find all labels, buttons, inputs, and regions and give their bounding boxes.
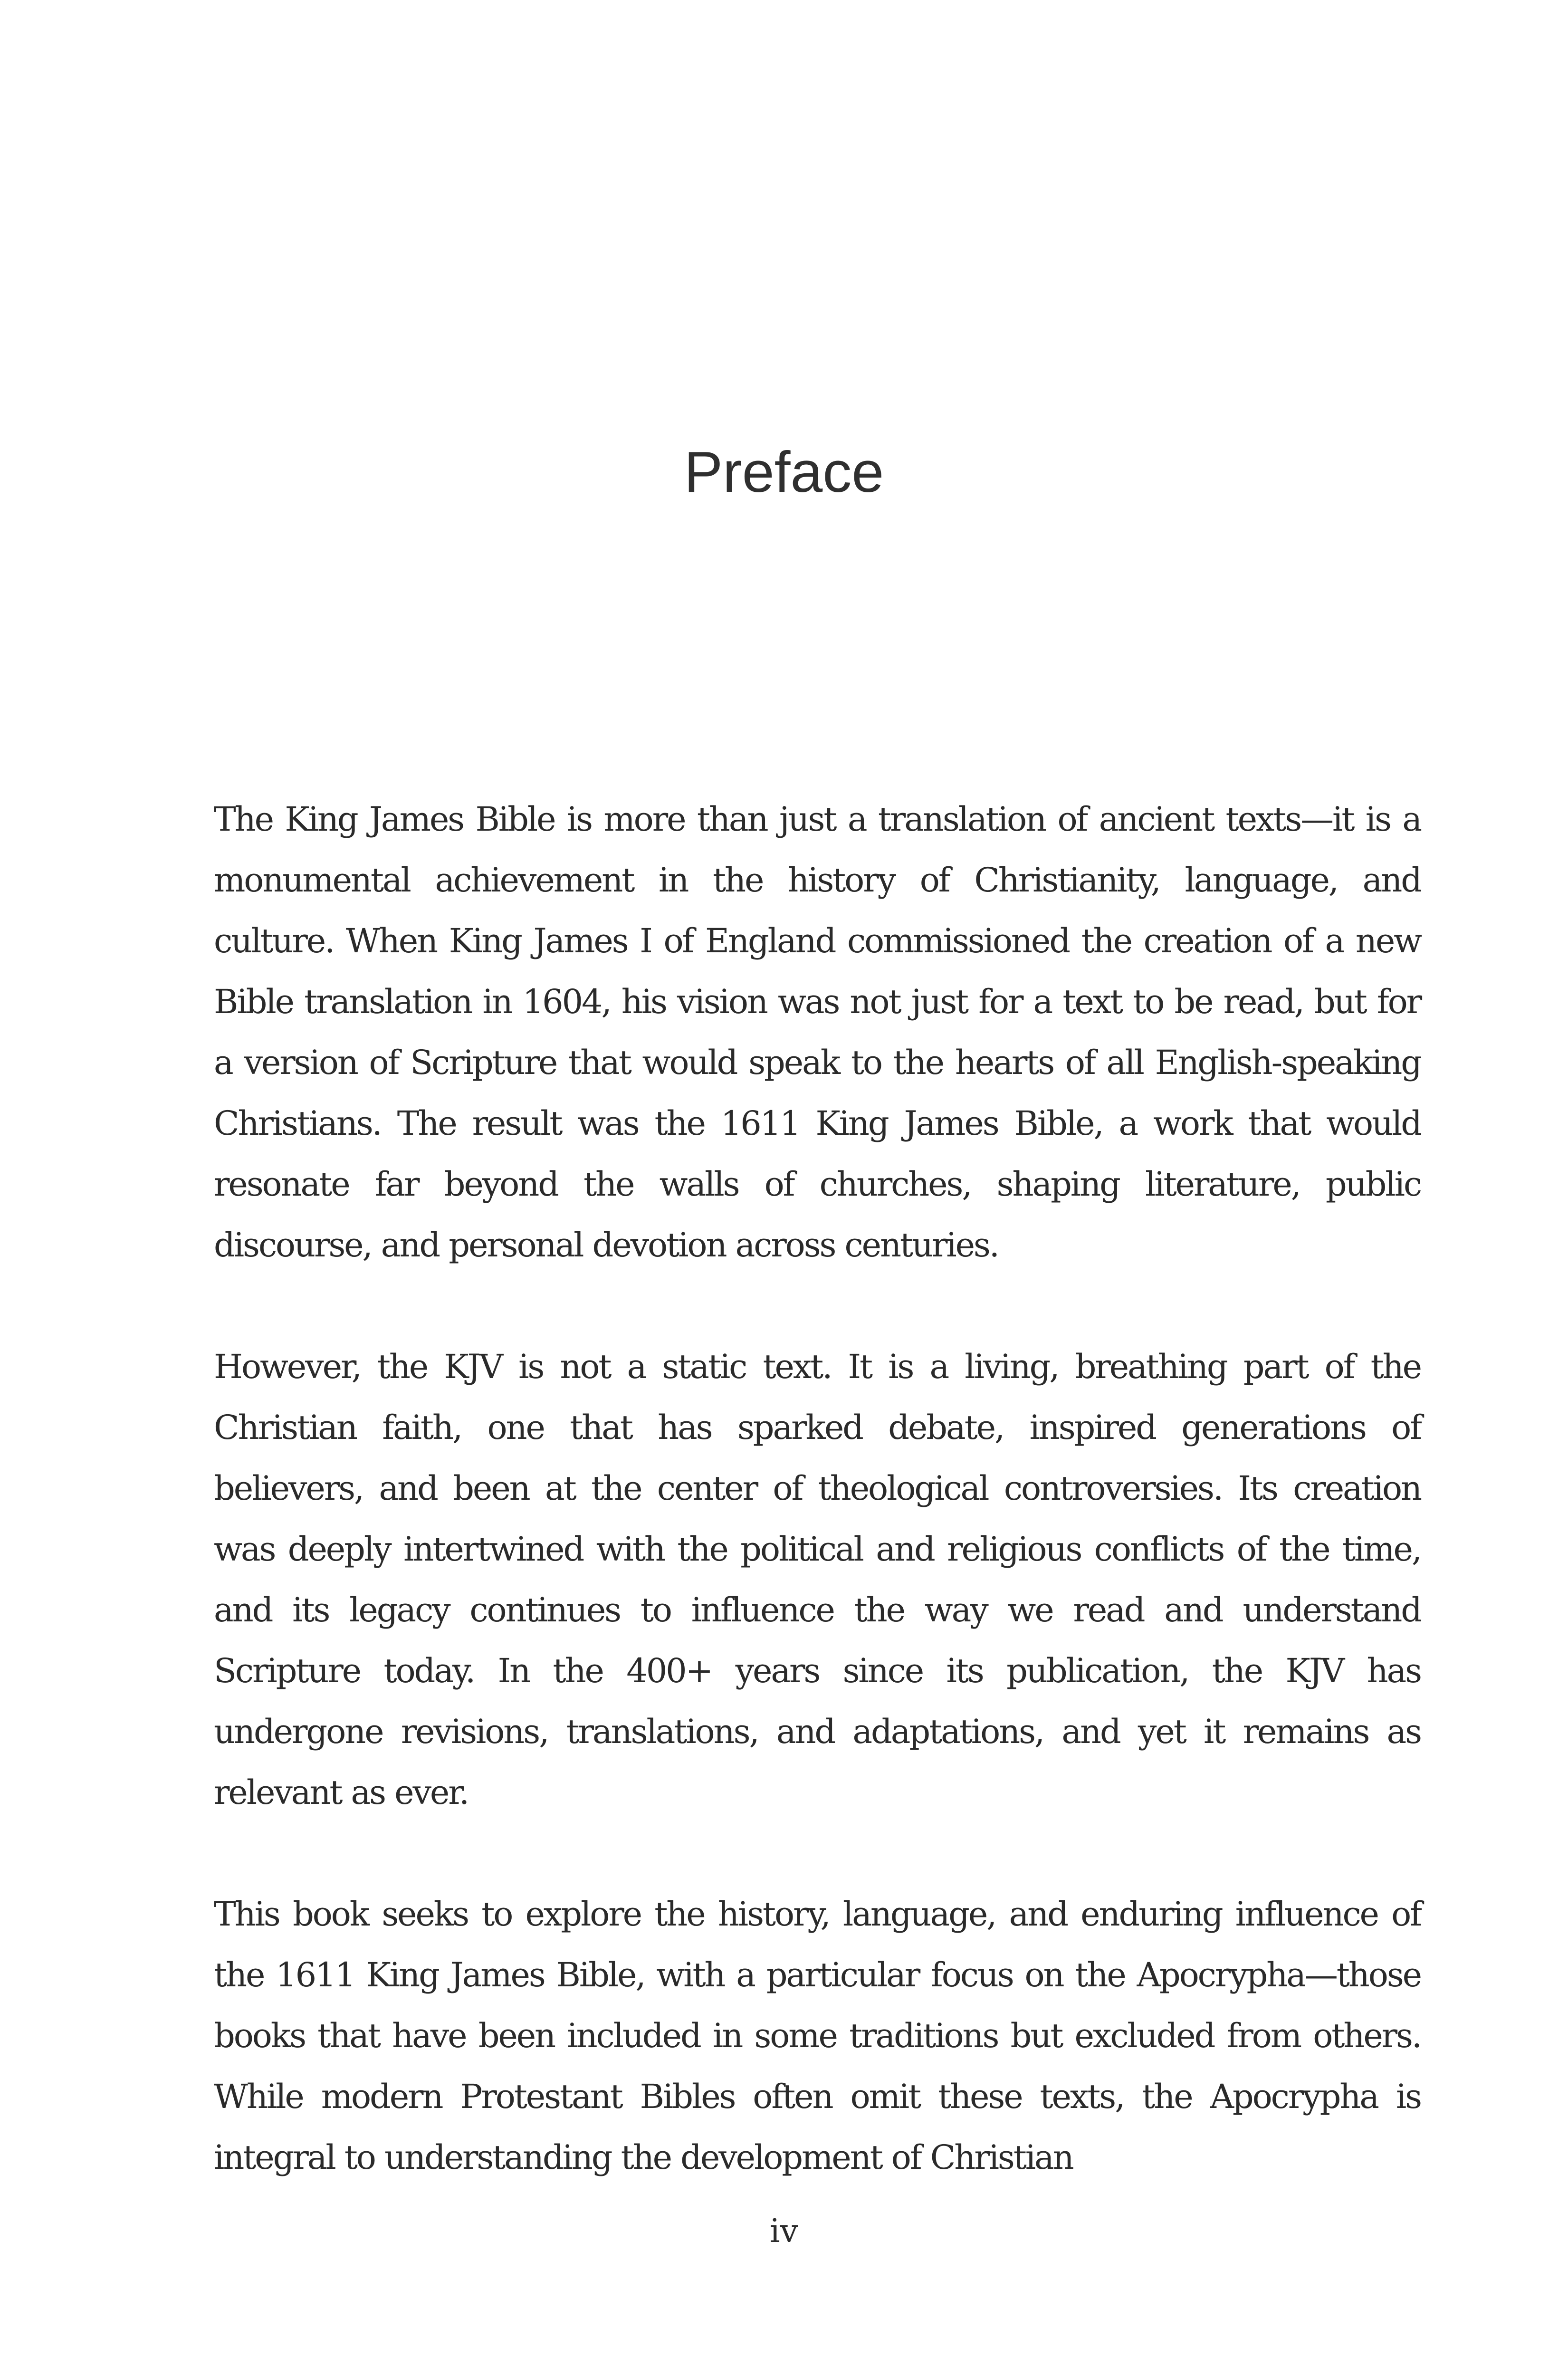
paragraph-3: This book seeks to explore the history, language, and enduring influence of the 1611 King James Bible, with a particular focus on the Apocrypha—those books that have been included in some traditions but excluded from others. While modern Protestant Bibles often omit these texts, the Apocrypha is integral to understanding the development of Christian	[214, 1895, 1421, 2177]
paragraph-1: The King James Bible is more than just a translation of ancient texts—it is a monumental achievement in the history of Christianity, language, and culture. When King James I of England commissioned the creation of a new Bible translation in 1604, his vision was not just for a text to be read, but for a version of Scripture that would speak to the hearts of all English-speaking Christians. The result was the 1611 King James Bible, a work that would resonate far beyond the walls of churches, shaping literature, public discourse, and personal devotion across centuries.	[214, 800, 1421, 1265]
paragraph-2: However, the KJV is not a static text. It is a living, breathing part of the Christian faith, one that has sparked debate, inspired generations of believers, and been at the center of theological controversies. Its creation was deeply intertwined with the political and religious conflicts of the time, and its legacy continues to influence the way we read and understand Scripture today. In the 400+ years since its publication, the KJV has undergone revisions, translations, and adaptations, and yet it remains as relevant as ever.	[214, 1347, 1421, 1812]
preface-body	[214, 789, 1421, 2188]
page-number: iv	[769, 2213, 799, 2250]
page-title: Preface	[684, 440, 884, 504]
